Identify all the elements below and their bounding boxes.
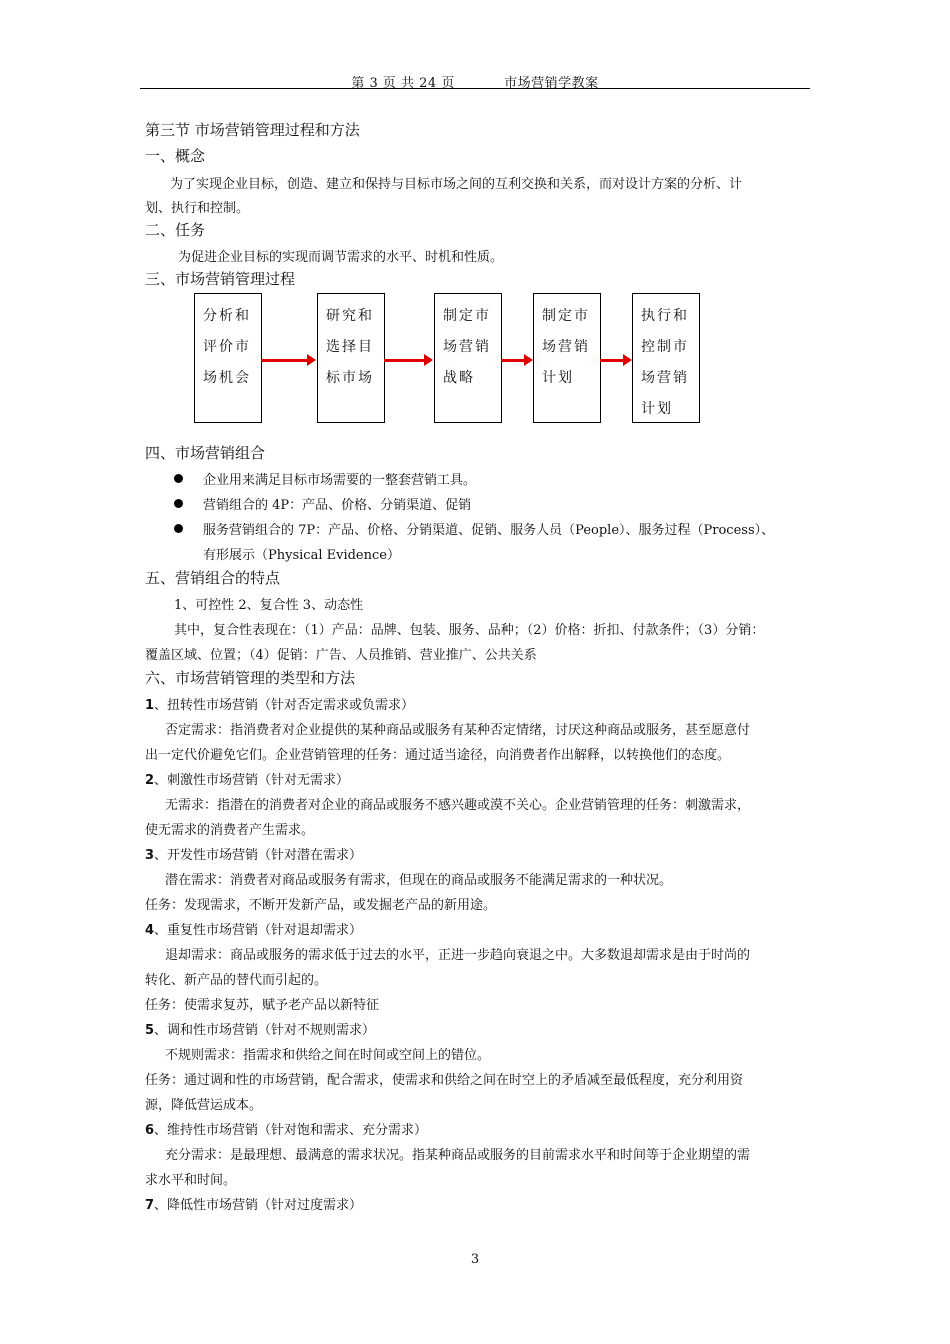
flow-box-text: 战略 xyxy=(443,370,475,386)
page-number: 3 xyxy=(470,1252,480,1267)
type-text: 转化、新产品的替代而引起的。 xyxy=(145,973,328,988)
type-title: 、扭转性市场营销（针对否定需求或负需求） xyxy=(154,698,415,713)
type-text: 否定需求：指消费者对企业提供的某种商品或服务有某种否定情绪，讨厌这种商品或服务，甚至愿意付 xyxy=(165,723,751,738)
features-detail-line1: 其中，复合性表现在：（1）产品：品牌、包装、服务、品种；（2）价格：折扣、付款条件；（3）分销： xyxy=(174,623,765,638)
flow-box-text: 评价市 xyxy=(203,339,251,355)
mix-bullet-1: 企业用来满足目标市场需要的一整套营销工具。 xyxy=(203,473,477,488)
flow-box-text: 场营销 xyxy=(443,339,491,355)
type-title: 、调和性市场营销（针对不规则需求） xyxy=(154,1023,376,1038)
type-heading-1 xyxy=(145,694,414,713)
type-heading-5 xyxy=(145,1019,375,1038)
type-text: 潜在需求：消费者对商品或服务有需求，但现在的商品或服务不能满足需求的一种状况。 xyxy=(165,873,673,888)
flow-box-text: 场营销 xyxy=(641,370,689,386)
type-heading-3 xyxy=(145,844,362,863)
type-text: 退却需求：商品或服务的需求低于过去的水平，正进一步趋向衰退之中。大多数退却需求是由于时尚的 xyxy=(165,948,751,963)
concept-text-line1: 为了实现企业目标，创造、建立和保持与目标市场之间的互利交换和关系，而对设计方案的分析、计 xyxy=(170,177,743,192)
flow-arrow xyxy=(261,359,308,362)
concept-text-line2: 划、执行和控制。 xyxy=(145,201,250,216)
bullet-dot xyxy=(174,474,183,483)
type-text: 无需求：指潜在的消费者对企业的商品或服务不感兴趣或漠不关心。企业营销管理的任务：刺激需求， xyxy=(165,798,751,813)
type-text: 任务：使需求复苏，赋予老产品以新特征 xyxy=(145,998,380,1013)
heading-concept: 一、概念 xyxy=(145,147,206,165)
flow-box-text: 计划 xyxy=(542,370,574,386)
flow-box-strategy xyxy=(434,293,502,423)
mix-bullet-2: 营销组合的 4P：产品、价格、分销渠道、促销 xyxy=(203,498,472,513)
flow-box-text: 场机会 xyxy=(203,370,251,386)
header-doc-title: 市场营销学教案 xyxy=(504,76,599,91)
flow-box-text: 计划 xyxy=(641,401,673,417)
flow-box-text: 标市场 xyxy=(326,370,374,386)
header-rule xyxy=(140,88,810,89)
task-text: 为促进企业目标的实现而调节需求的水平、时机和性质。 xyxy=(178,250,504,265)
features-detail-line2: 覆盖区域、位置；（4）促销：广告、人员推销、营业推广、公共关系 xyxy=(145,648,537,663)
flow-arrow xyxy=(384,359,425,362)
type-text: 任务：通过调和性的市场营销，配合需求，使需求和供给之间在时空上的矛盾减至最低程度，充分利用资 xyxy=(145,1073,744,1088)
type-title: 、维持性市场营销（针对饱和需求、充分需求） xyxy=(154,1123,428,1138)
type-number: 1 xyxy=(145,698,155,713)
type-text: 求水平和时间。 xyxy=(145,1173,237,1188)
type-heading-4 xyxy=(145,919,362,938)
heading-marketing-mix: 四、市场营销组合 xyxy=(145,444,266,462)
type-text: 充分需求：是最理想、最满意的需求状况。指某种商品或服务的目前需求水平和时间等于企业期望的需 xyxy=(165,1148,751,1163)
flow-box-text: 分析和 xyxy=(203,308,251,324)
type-title: 、降低性市场营销（针对过度需求） xyxy=(154,1198,363,1213)
flow-box-plan xyxy=(533,293,601,423)
type-number: 3 xyxy=(145,848,155,863)
type-text: 源，降低营运成本。 xyxy=(145,1098,263,1113)
flow-box-select-target-market xyxy=(317,293,385,423)
type-text: 任务：发现需求，不断开发新产品，或发掘老产品的新用途。 xyxy=(145,898,497,913)
type-heading-6 xyxy=(145,1119,427,1138)
flow-box-analyze-opportunity xyxy=(194,293,262,423)
type-number: 6 xyxy=(145,1123,155,1138)
heading-mix-features: 五、营销组合的特点 xyxy=(145,569,281,587)
flow-box-execute-control xyxy=(632,293,700,423)
features-list: 1、可控性 2、复合性 3、动态性 xyxy=(174,598,364,613)
type-title: 、刺激性市场营销（针对无需求） xyxy=(154,773,350,788)
flow-box-text: 执行和 xyxy=(641,308,689,324)
mix-bullet-3-cont: 有形展示（Physical Evidence） xyxy=(203,548,400,563)
flow-box-text: 控制市 xyxy=(641,339,689,355)
type-number: 2 xyxy=(145,773,155,788)
type-number: 7 xyxy=(145,1198,155,1213)
type-title: 、重复性市场营销（针对退却需求） xyxy=(154,923,363,938)
flow-box-text: 选择目 xyxy=(326,339,374,355)
section-title: 第三节 市场营销管理过程和方法 xyxy=(145,121,360,139)
type-heading-7 xyxy=(145,1194,362,1213)
type-number: 5 xyxy=(145,1023,155,1038)
flow-arrow xyxy=(600,359,624,362)
type-number: 4 xyxy=(145,923,155,938)
flow-box-text: 制定市 xyxy=(542,308,590,324)
heading-task: 二、任务 xyxy=(145,221,206,239)
type-heading-2 xyxy=(145,769,349,788)
type-title: 、开发性市场营销（针对潜在需求） xyxy=(154,848,363,863)
type-text: 出一定代价避免它们。企业营销管理的任务：通过适当途径，向消费者作出解释，以转换他们的态度。 xyxy=(145,748,731,763)
type-text: 使无需求的消费者产生需求。 xyxy=(145,823,315,838)
header-page-info: 第 3 页 共 24 页 xyxy=(351,76,455,91)
type-text: 不规则需求：指需求和供给之间在时间或空间上的错位。 xyxy=(165,1048,491,1063)
heading-process: 三、市场营销管理过程 xyxy=(145,270,296,288)
flow-box-text: 场营销 xyxy=(542,339,590,355)
heading-management-types: 六、市场营销管理的类型和方法 xyxy=(145,669,356,687)
flow-box-text: 研究和 xyxy=(326,308,374,324)
flow-arrow xyxy=(501,359,525,362)
mix-bullet-3: 服务营销组合的 7P：产品、价格、分销渠道、促销、服务人员（People）、服务过程（Process）、 xyxy=(203,523,775,538)
bullet-dot xyxy=(174,524,183,533)
bullet-dot xyxy=(174,499,183,508)
flow-box-text: 制定市 xyxy=(443,308,491,324)
